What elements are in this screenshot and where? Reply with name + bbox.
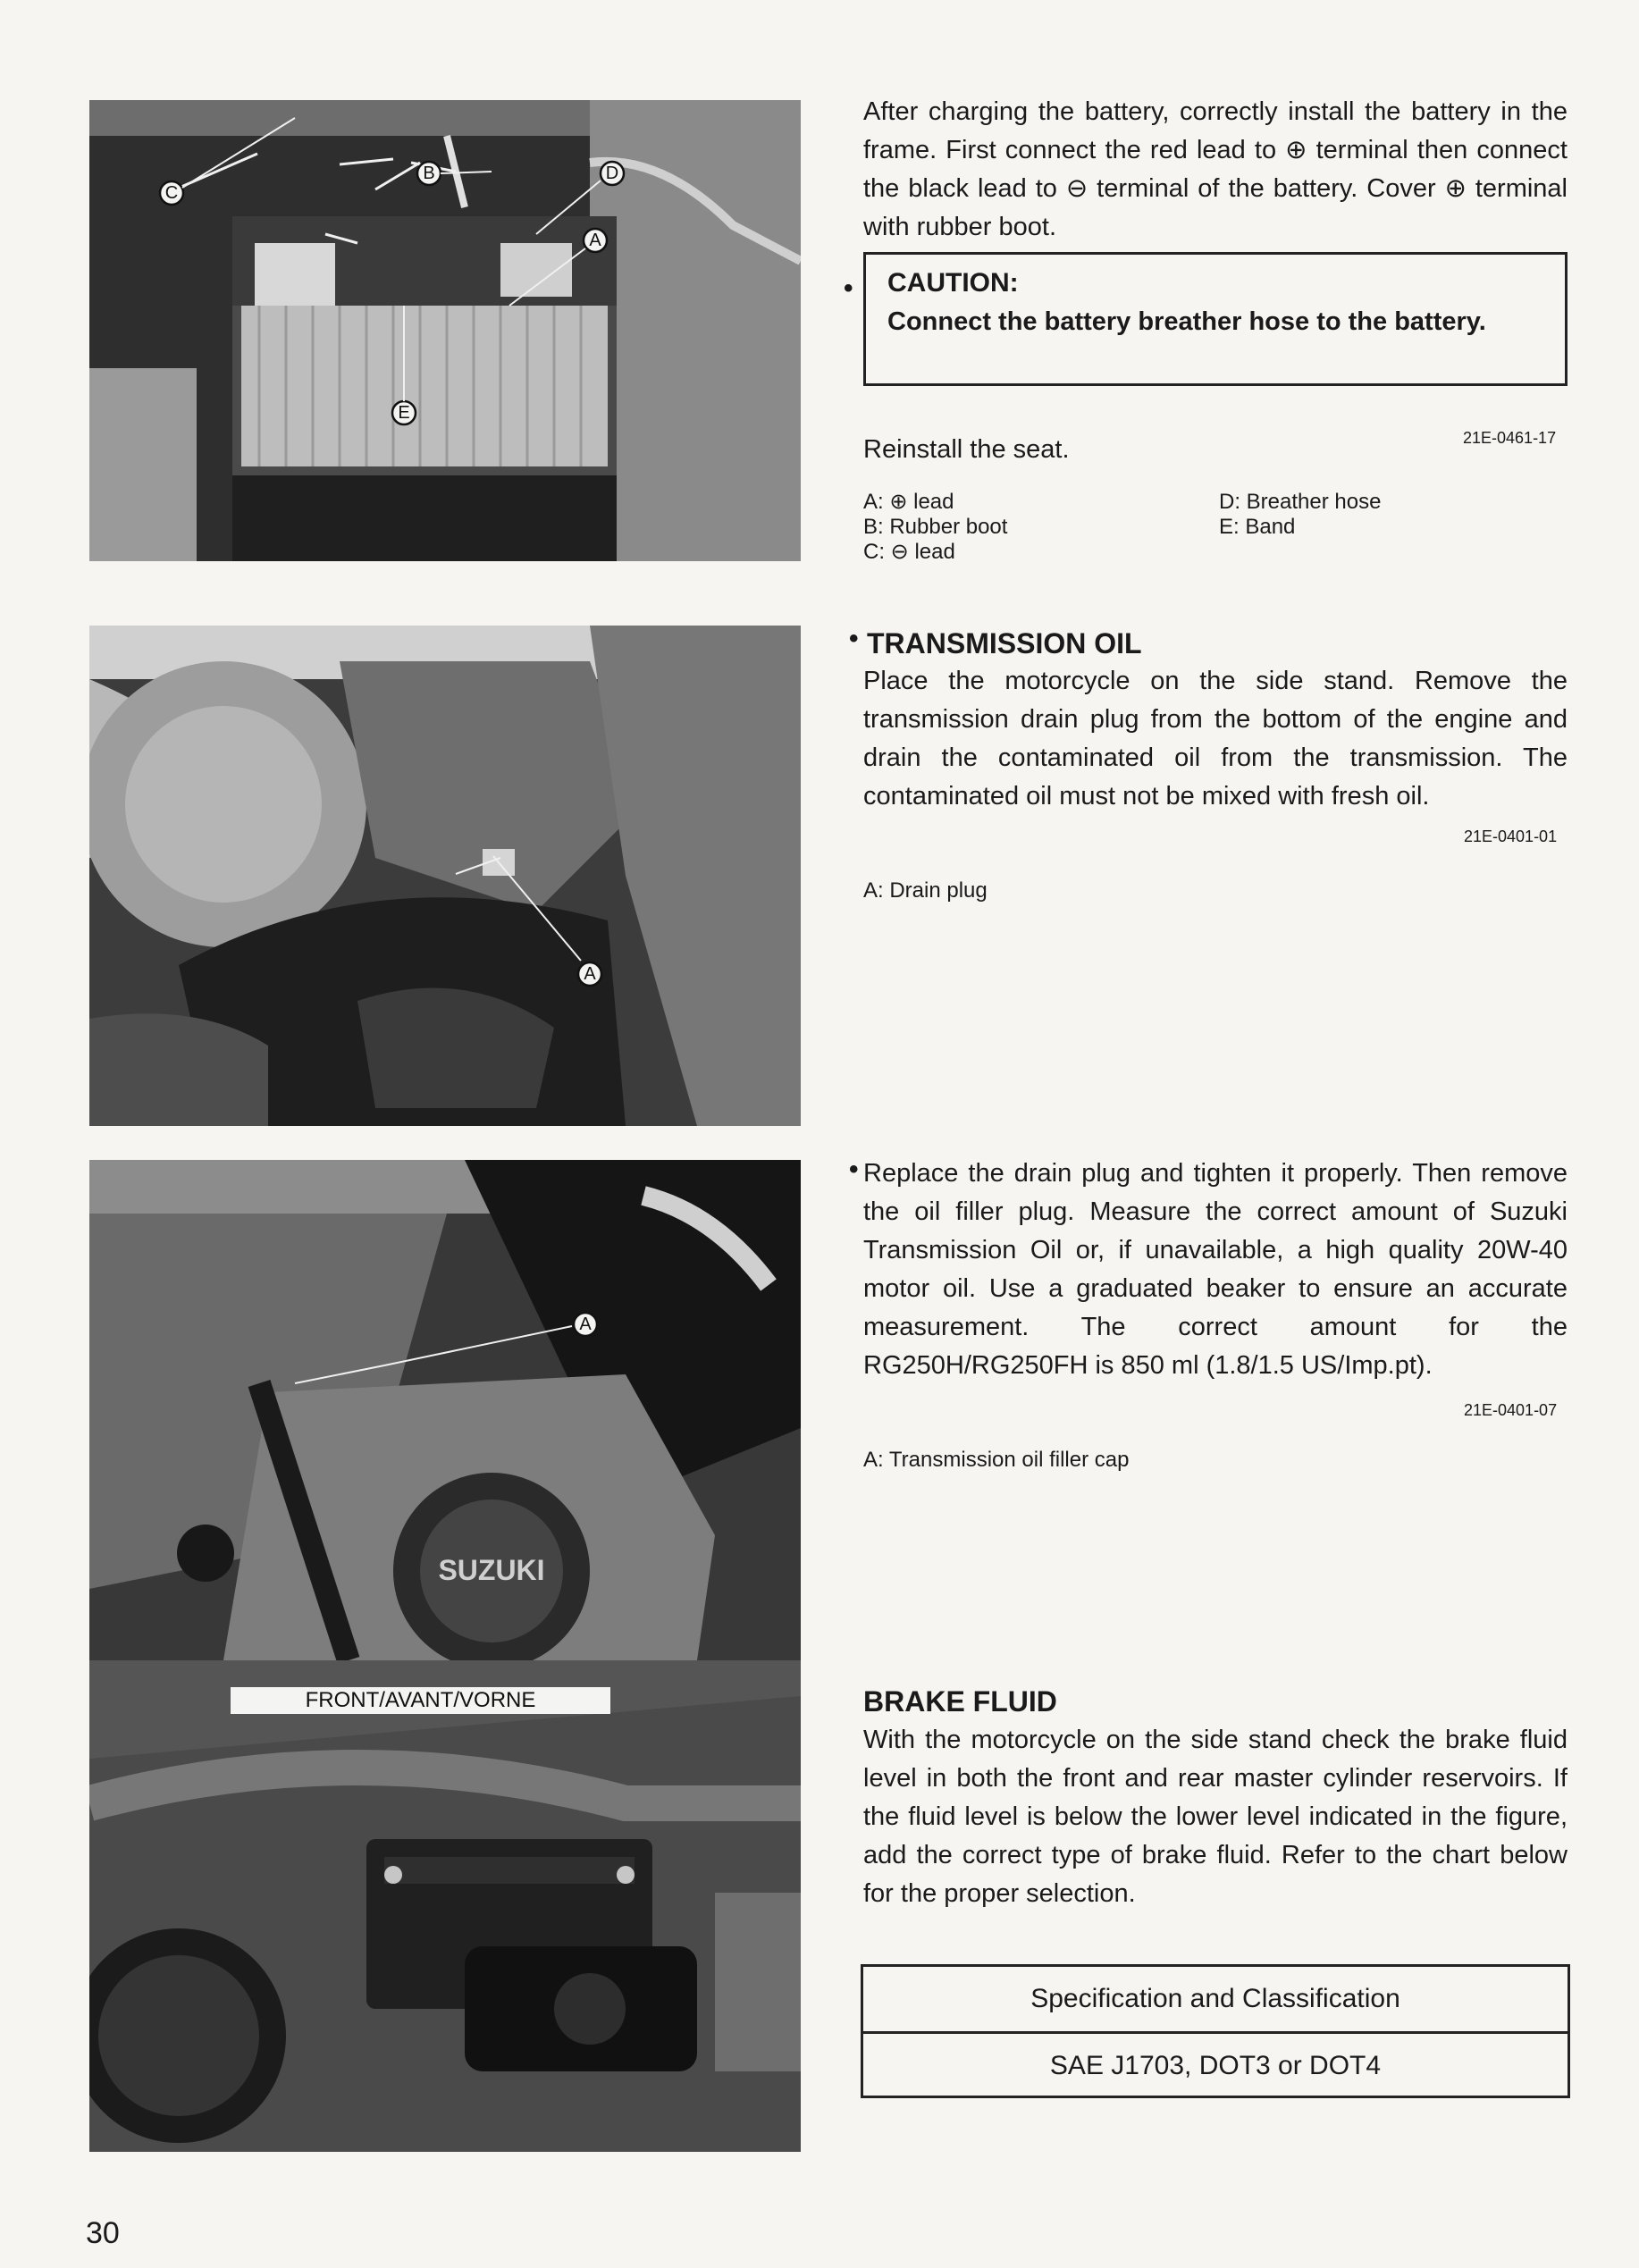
page-number: 30: [86, 2216, 120, 2250]
battery-legend-left: [863, 490, 1007, 565]
spec-table-header: Specification and Classification: [1030, 1984, 1400, 2013]
callout-d: D: [605, 164, 619, 183]
legend-d: D: Breather hose: [1219, 490, 1382, 514]
drain-plug-legend: A: Drain plug: [863, 878, 988, 903]
filler-and-brake-photo: [89, 1160, 801, 2152]
legend-a: A: ⊕ lead: [863, 490, 954, 514]
spec-table: [861, 1964, 1570, 2098]
transmission-paragraph: Place the motorcycle on the side stand. Remove the transmission drain plug from the bottom of the engine and drain the contaminated oil from the transmission. The contaminated oil must not be mixed with fresh oil.: [863, 667, 1568, 811]
callout-a: A: [579, 1315, 592, 1334]
filler-cap-legend: A: Transmission oil filler cap: [863, 1448, 1130, 1472]
battery-legend-right: [1219, 490, 1381, 540]
caution-text: Connect the battery breather hose to the battery.: [887, 307, 1486, 336]
caution-bullet: •: [844, 273, 853, 303]
brake-fluid-heading: BRAKE FLUID: [863, 1685, 1057, 1718]
replace-bullet: •: [849, 1155, 859, 1184]
front-label: FRONT/AVANT/VORNE: [231, 1687, 610, 1714]
spec-table-value: SAE J1703, DOT3 or DOT4: [863, 2031, 1568, 2098]
transmission-ref-code: 21E-0401-01: [1464, 827, 1558, 845]
callout-c: C: [164, 183, 179, 203]
caution-title: CAUTION:: [887, 268, 1019, 298]
callout-a: A: [584, 964, 596, 984]
callout-b: B: [423, 164, 435, 183]
replace-ref-code: 21E-0401-07: [1464, 1401, 1558, 1419]
drain-plug-illustration: [89, 626, 801, 1126]
drain-plug-photo: [89, 626, 801, 1126]
replace-drain-plug-paragraph: Replace the drain plug and tighten it properly. Then remove the oil filler plug. Measure the correct amount of Suzuki Transmission Oil or, if unavailable, a high quality 20W-40 motor oil. Use a graduated beaker to ensure an accurate measurement. The correct amount for the RG250H/RG250FH is 850 ml (1.8/1.5 US/Imp.pt).: [863, 1159, 1568, 1380]
transmission-bullet: •: [849, 624, 859, 653]
callout-a: A: [589, 231, 601, 250]
battery-ref-code: 21E-0461-17: [1463, 429, 1557, 447]
battery-photo: [89, 100, 801, 561]
reinstall-seat-text: Reinstall the seat.: [863, 435, 1070, 464]
brake-fluid-paragraph: With the motorcycle on the side stand check the brake fluid level in both the front and rear master cylinder reservoirs. If the fluid level is below the lower level indicated in the figure, add the correct type of brake fluid. Refer to the chart below for the proper selection.: [863, 1726, 1568, 1908]
transmission-heading: TRANSMISSION OIL: [867, 627, 1142, 659]
caution-box: [863, 252, 1568, 386]
battery-illustration: [89, 100, 801, 561]
callout-e: E: [398, 403, 410, 423]
legend-c: C: ⊖ lead: [863, 540, 955, 564]
filler-and-brake-illustration: [89, 1160, 801, 2152]
legend-e: E: Band: [1219, 515, 1296, 539]
suzuki-logo: SUZUKI: [438, 1554, 545, 1586]
legend-b: B: Rubber boot: [863, 515, 1008, 539]
battery-install-paragraph: After charging the battery, correctly install the battery in the frame. First connect the red lead to ⊕ terminal then connect the black lead to ⊖ terminal of the battery. Cover ⊕ terminal with rubber boot.: [863, 97, 1568, 241]
